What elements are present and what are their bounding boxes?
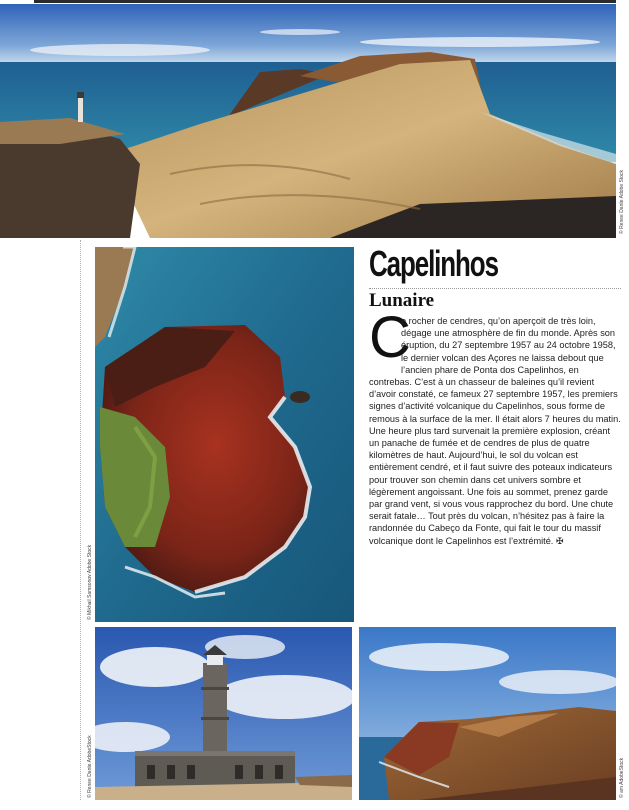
title-divider <box>369 288 621 289</box>
capelinhos-panorama-photo <box>0 4 616 238</box>
article-subtitle: Lunaire <box>369 290 435 311</box>
article-title: Capelinhos <box>369 243 498 284</box>
photo-credit-lighthouse: © Renee Dante AdobeStock <box>87 735 93 798</box>
end-mark-icon: ✠ <box>555 535 564 546</box>
column-divider <box>80 240 81 800</box>
photo-credit-bottom-right: © am AdobeStock <box>619 757 625 798</box>
article-text: e rocher de cendres, qu’on aperçoit de très loin, dégage une atmosphère de fin du monde. Après son éruption, du 27 septembre 1957 au 24 octobre 1958, le dernier volcan des Açores ne laissa debout que l’ancien phare de Ponta dos Capelinhos, en contrebas. C’est à un chasseur de baleines qu’il revient d’avoir constaté, ce fameux 27 septembre 1957, les premiers signes d’activité volcanique du Capelinhos, sous forme de remous à la surface de la mer. Il était alors 7 heures du matin. Une heure plus tard survenait la première explosion, créant un panache de fumée et de cendres de plus de quatre kilomètres de haut. Aujourd’hui, le sol du volcan est entièrement cendré, et il faut suivre des poteaux indicateurs pour trouver son chemin dans cet univers sombre et légèrement angoissant. Une fois au sommet, prenez garde par grand vent, si vous vous rapprochez du bord. Une chute serait fatale… Tout près du volcan, n’hésitez pas à faire la randonnée du Cabeço da Fonte, qui fait le tour du massif volcanique dont le Capelinhos est l’extrémité. <box>369 316 621 546</box>
article-body <box>369 305 621 547</box>
lighthouse-photo <box>95 627 352 800</box>
drop-cap: C <box>369 305 411 370</box>
volcano-shore-photo <box>359 627 616 800</box>
photo-credit-top: © Renee Dante Adobe Stock <box>619 169 625 234</box>
capelinhos-aerial-photo <box>95 247 354 622</box>
photo-credit-aerial: © Mikhail Samsonov Adobe Stock <box>87 544 93 620</box>
top-rule <box>34 0 616 3</box>
